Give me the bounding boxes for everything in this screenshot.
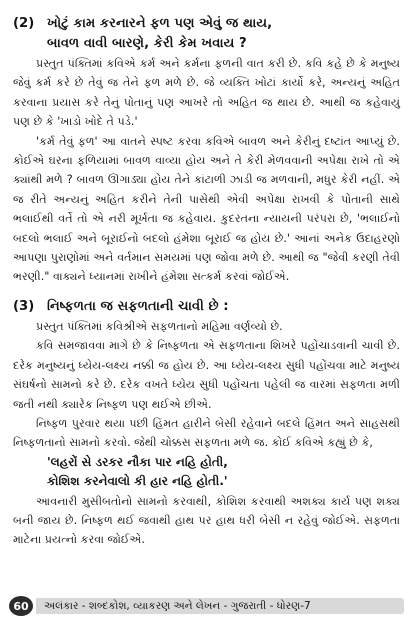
question-3-paragraph-4: આવનારી મુસીબતોનો સામનો કરવાથી, કોશિશ કરવાથી અશક્ય કાર્ય પણ શક્ય બની જાય છે. નિષ્ફળ થઈ જવાથી હાથ પર હાથ ધરી બેસી ન રહેવું જોઈએ. સફળતા માટેના પ્રયત્નો કરવા જોઈએ. <box>13 494 400 547</box>
question-3-paragraph-1: પ્રસ્તુત પંક્તિમાં કવિશ્રીએ સફળતાનો મહિમા વર્ણવ્યો છે. <box>36 319 283 333</box>
question-3-heading <box>13 297 400 317</box>
question-2-number: (2) <box>13 16 35 31</box>
page-number-badge: 60 <box>9 596 33 616</box>
question-2-paragraph-2: 'કર્મ તેવું ફળ' આ વાતને સ્પષ્ટ કરવા કવિએ બાવળ અને કેરીનું દષ્ટાંત આપ્યું છે. કોઈએ ઘરના ફળિયામાં બાવળ વાવ્યા હોય અને તે કેરી મેળવવાની અપેક્ષા રાખે તો એ ક્યાંથી મળે ? બાવળ ઊગાડ્યા હોય તેને કાંટાળી ઝાડી જ મળવાની, મધુર કેરી નહીં. એ જ રીતે અન્યનું અહિત કરીને તેની પાસેથી એવી અપેક્ષા રાખવી કે પોતાની સાથે ભલાઈથી વર્તે તો એ નરી મૂર્ખતા જ કહેવાય. કુદરતના ન્યાયની પરંપરા છે, 'ભલાઈનો બદલો ભલાઈ અને બૂરાઈનો બદલો હંમેશા બૂરાઈ જ હોય છે.' આનાં અનેક ઉદાહરણો આપણા પુરાણોમાં અને વર્તમાન સમયમાં પણ જોવા મળે છે. આથી જ "જેવી કરણી તેવી ભરણી." વાક્યને ધ્યાનમાં રાખીને હંમેશા સત્કર્મ કરવાં જોઈએ. <box>13 134 400 284</box>
question-3-number: (3) <box>13 298 35 314</box>
question-2-title <box>47 14 400 54</box>
quote-line-2: કોશિશ કરનેવાલો કી હાર નહિ હોતી.' <box>47 474 228 489</box>
question-2-heading <box>13 14 400 54</box>
quote-line-1: 'લહરોં સે ડરકર નૌકા પાર નહિ હોતી, <box>47 454 228 469</box>
question-3-paragraph-2: કવિ સમજાવવા માગે છે કે નિષ્ફળતા એ સફળતાના શિખરે પહોંચાડવાની ચાવી છે. દરેક મનુષ્યનું ધ્યેય-લક્ષ્ય નક્કી જ હોય છે. આ ધ્યેય-લક્ષ્ય સુધી પહોંચવા માટે મનુષ્ય સંઘર્ષનો સામનો કરે છે. દરેક વખતે ધ્યેય સુધી પહોંચતા પહેલી જ વારમાં સફળતા મળી જતી નથી ક્યારેક નિષ્ફળ પણ થઈએ છીએ. <box>13 339 400 411</box>
question-3-paragraph-3: નિષ્ફળ પુરવાર થયા પછી હિંમત હારીને બેસી રહેવાને બદલે હિંમત અને સાહસથી નિષ્ફળતાનો સામનો કરવો. જેથી ચોક્કસ સફળતા મળે જ. કોઈ કવિએ કહ્યું છે કે, <box>13 416 400 450</box>
question-2-title-line-1: ખોટું કામ કરનારને ફળ પણ એવું જ થાય, <box>47 16 273 31</box>
question-2-title-line-2: બાવળ વાવી બારણે, કેરી કેમ ખવાય ? <box>47 36 247 51</box>
footer-book-title: અલંકાર - શબ્દકોશ, વ્યાકરણ અને લેખન - ગુજરાતી - ધોરણ-7 <box>36 598 404 614</box>
question-3-title: નિષ્ફળતા જ સફળતાની ચાવી છે : <box>47 298 229 314</box>
question-2-paragraph-1: પ્રસ્તુત પંક્તિમાં કવિએ કર્મ અને કર્મના ફળની વાત કરી છે. કવિ કહે છે કે મનુષ્ય જેવું કર્મ કરે છે તેવું જ તેને ફળ મળે છે. જે વ્યક્તિ ખોટાં કાર્યો કરે, અન્યનું અહિત કરવાના પ્રયાસ કરે તેનું પોતાનું પણ આખરે તો અહિત જ થાય છે. આથી જ કહેવાયું પણ છે કે 'ખાડો ખોદે તે પડે.' <box>13 57 400 129</box>
page-footer <box>9 596 404 616</box>
